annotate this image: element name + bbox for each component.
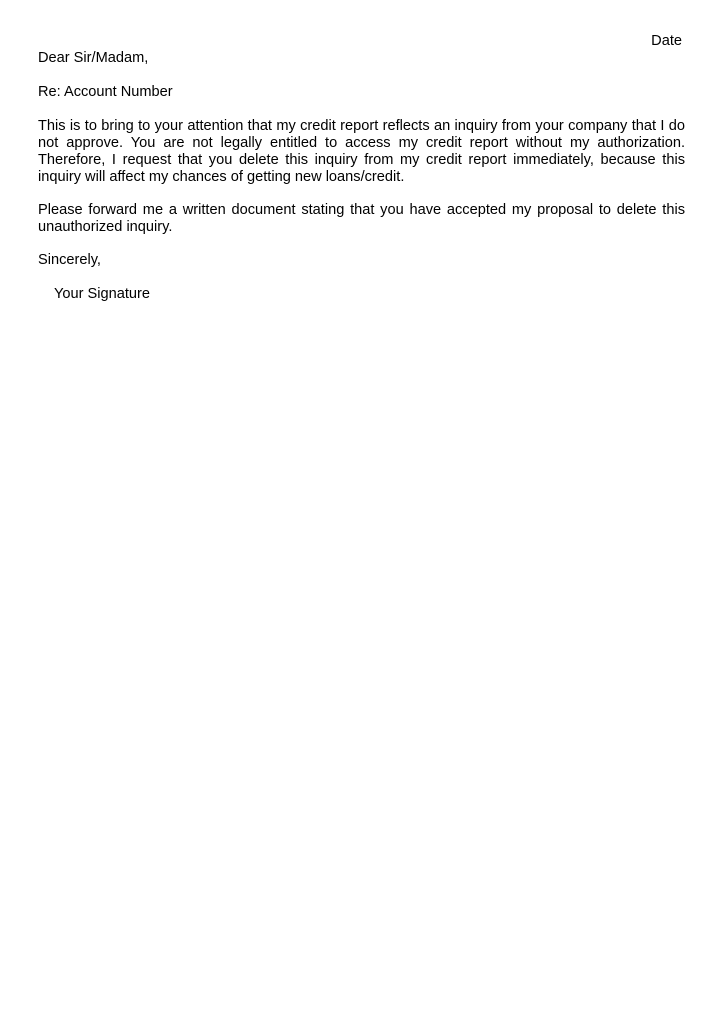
salutation: Dear Sir/Madam, <box>38 50 149 66</box>
body-paragraph-1: This is to bring to your attention that my credit report reflects an inquiry from your company that I do not approve. You are not legally entitled to access my credit report without my authorization. Therefore, I request that you delete this inquiry from my credit report immediately, because this inquiry will affect my chances of getting new loans/credit. <box>38 118 685 185</box>
signature: Your Signature <box>54 286 151 302</box>
reference-line: Re: Account Number <box>38 84 173 100</box>
date-line: Date <box>651 33 682 49</box>
body-paragraph-2: Please forward me a written document stating that you have accepted my proposal to delete this unauthorized inquiry. <box>38 202 685 235</box>
closing: Sincerely, <box>38 252 101 268</box>
